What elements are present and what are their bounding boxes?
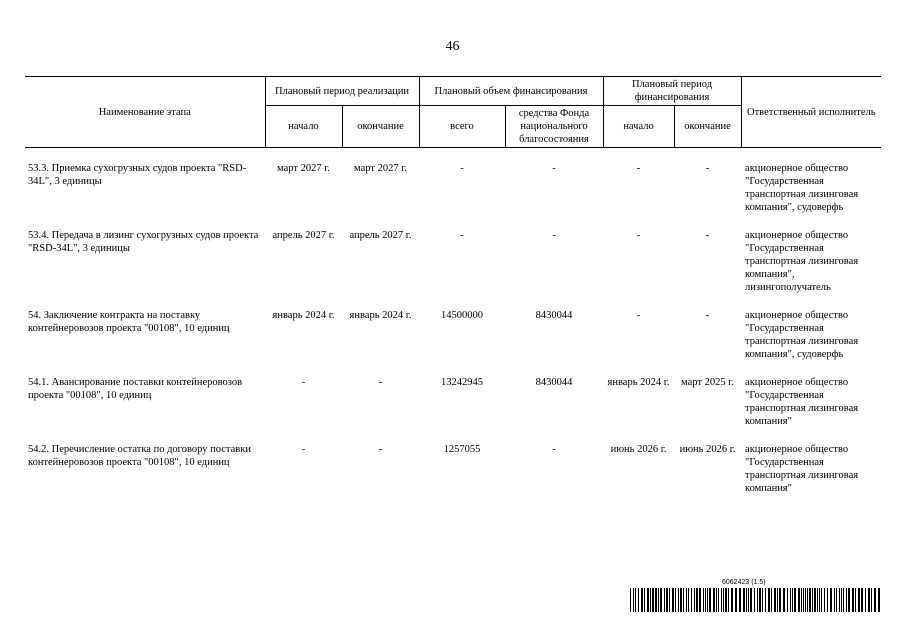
header-responsible: Ответственный исполнитель [741,77,881,148]
table-row [25,159,881,214]
header-fund: средства Фонда национального благосостояния [505,106,603,148]
stage-name: 54. Заключение контракта на поставку контейнеровозов проекта "00108", 10 единиц [28,310,230,334]
responsible: акционерное общество "Государственная транспортная лизинговая компания" [745,377,859,427]
barcode-label: 6062423 (1.5) [722,579,766,586]
responsible: акционерное общество "Государственная транспортная лизинговая компания", лизингополучатель [745,230,859,293]
header-impl-start: начало [265,106,342,148]
fin-start: - [636,163,641,174]
impl-start: апрель 2027 г. [272,230,335,241]
stage-name: 54.2. Перечисление остатка по договору поставки контейнеровозов проекта "00108", 10 единиц [28,444,251,468]
header-plan-period-fin: Плановый период финансирования [603,77,741,106]
stage-name: 54.1. Авансирование поставки контейнеровозов проекта "00108", 10 единиц [28,377,243,401]
impl-end: апрель 2027 г. [349,230,412,241]
table-row [25,440,881,495]
impl-end: - [378,444,383,455]
total-value: - [460,163,464,174]
responsible: акционерное общество "Государственная транспортная лизинговая компания" [745,444,859,494]
fund-value: - [552,444,556,455]
responsible: акционерное общество "Государственная транспортная лизинговая компания", судоверфь [745,310,859,360]
impl-start: март 2027 г. [277,163,330,174]
fund-value: - [552,230,556,241]
fin-start: - [636,310,641,321]
impl-start: - [301,377,306,388]
page-number: 46 [445,39,460,54]
fin-start: январь 2024 г. [607,377,670,388]
total-value: 1257055 [443,444,481,455]
table-row [25,226,881,294]
header-fin-start: начало [603,106,674,148]
fin-start: июнь 2026 г. [610,444,667,455]
plan-table [25,76,881,495]
header-plan-financing-volume: Плановый объем финансирования [419,77,603,106]
header-total: всего [419,106,505,148]
fund-value: - [552,163,556,174]
total-value: - [460,230,464,241]
table-row [25,373,881,428]
impl-start: январь 2024 г. [272,310,335,321]
header-fin-end: окончание [674,106,741,148]
fund-value: 8430044 [535,377,573,388]
total-value: 14500000 [441,310,483,321]
header-stage-name: Наименование этапа [25,77,265,148]
impl-end: январь 2024 г. [349,310,412,321]
impl-end: - [378,377,383,388]
fund-value: 8430044 [535,310,573,321]
responsible: акционерное общество "Государственная транспортная лизинговая компания", судоверфь [745,163,859,213]
fin-end: март 2025 г. [681,377,734,388]
stage-name: 53.4. Передача в лизинг сухогрузных судов проекта "RSD-34L", 3 единицы [28,230,259,254]
fin-end: - [705,230,710,241]
header-plan-period-impl: Плановый период реализации [265,77,419,106]
fin-end: - [705,310,710,321]
total-value: 13242945 [441,377,483,388]
fin-end: - [705,163,710,174]
stage-name: 53.3. Приемка сухогрузных судов проекта "RSD-34L", 3 единицы [28,163,247,187]
barcode-image [630,588,880,612]
impl-start: - [301,444,306,455]
table-row [25,306,881,361]
fin-start: - [636,230,641,241]
fin-end: июнь 2026 г. [679,444,736,455]
impl-end: март 2027 г. [354,163,407,174]
header-impl-end: окончание [342,106,419,148]
